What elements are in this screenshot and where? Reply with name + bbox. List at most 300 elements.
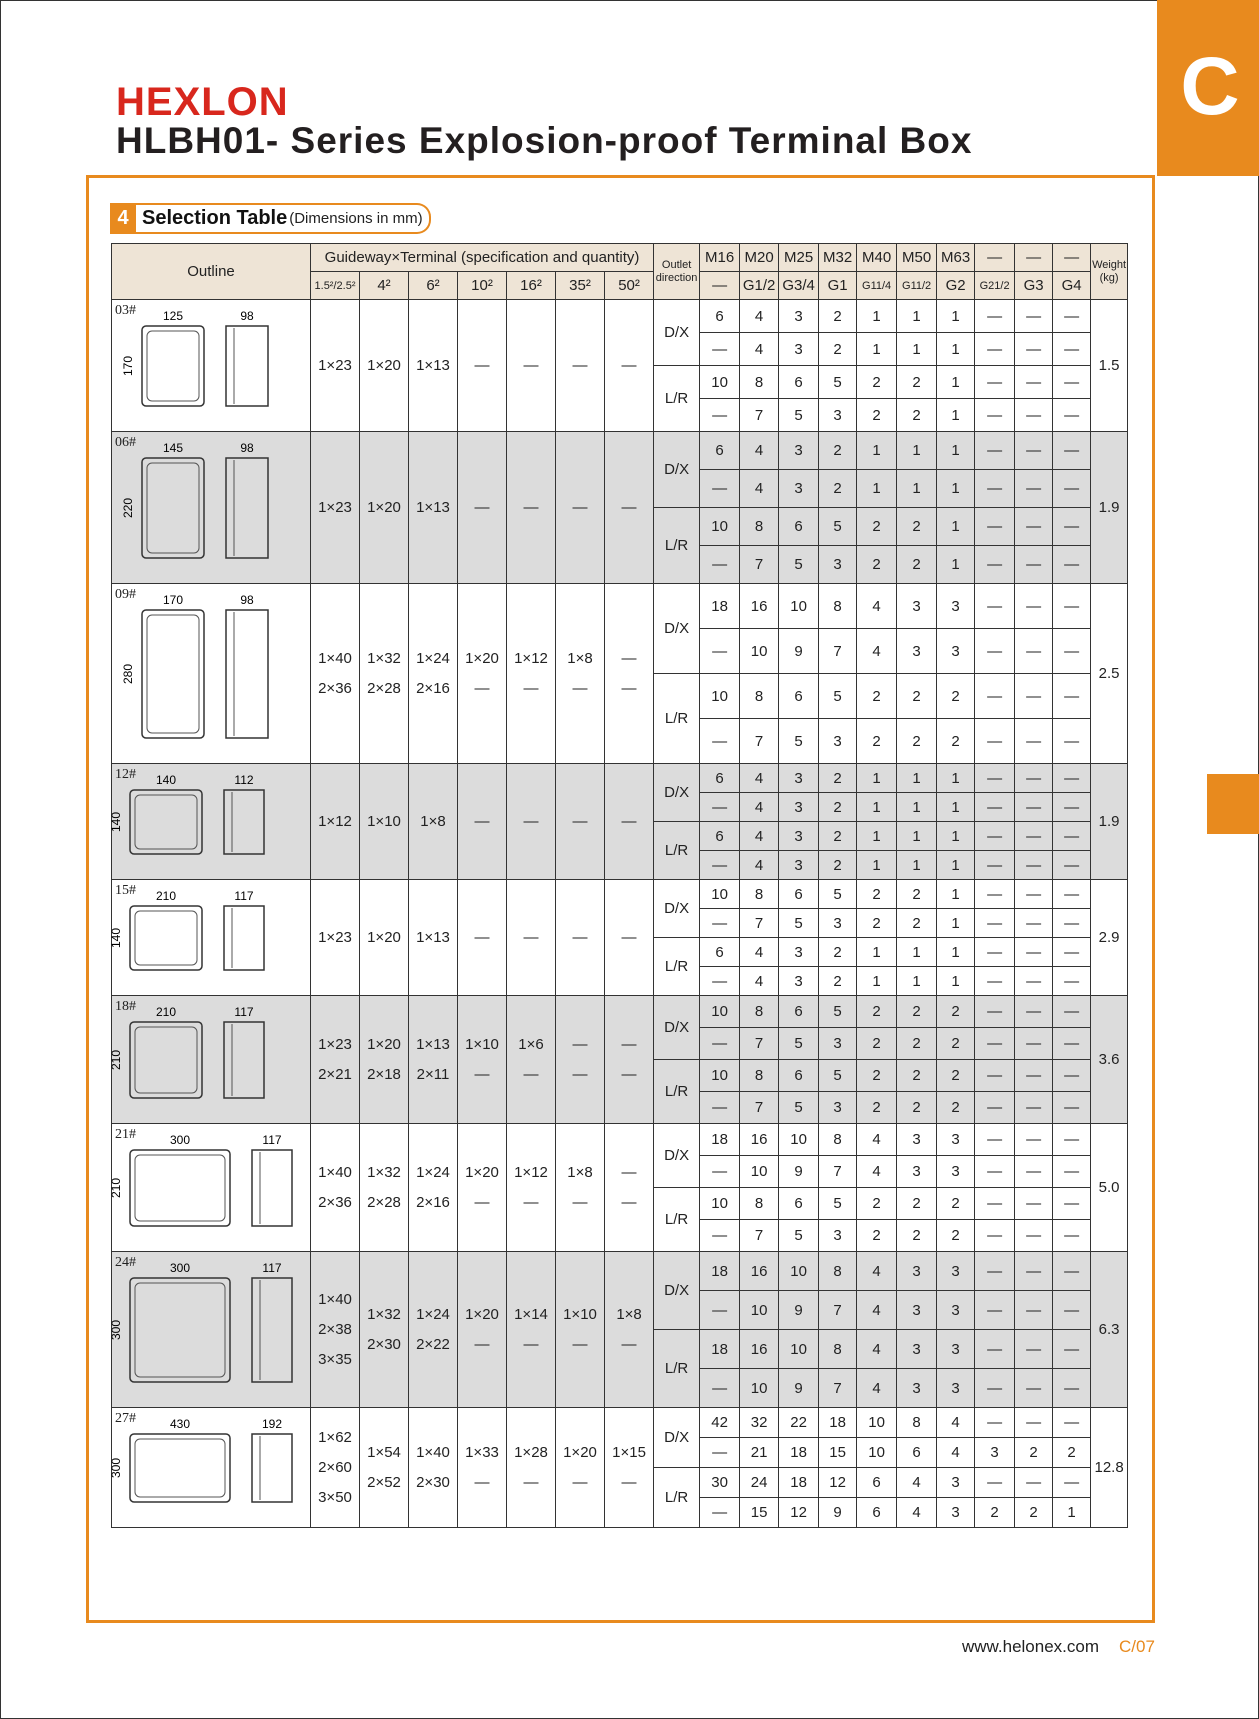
- thread-metric-header: M63: [937, 244, 975, 272]
- dimension-width: 210: [155, 1005, 177, 1019]
- dimension-width: 300: [169, 1133, 191, 1147]
- outlet-direction: D/X: [654, 300, 700, 366]
- footer-website: www.helonex.com: [962, 1637, 1100, 1656]
- terminal-quantity-cell: [458, 300, 507, 432]
- thread-entry-quantity: 5: [819, 366, 857, 399]
- thread-pipe-header: G11/2: [897, 272, 937, 300]
- terminal-quantity: —: [621, 356, 637, 374]
- terminal-quantity: 2×28: [367, 1193, 401, 1211]
- thread-entry-quantity: 2: [937, 719, 975, 764]
- terminal-quantity-cell: [409, 996, 458, 1124]
- front-view-inner: [135, 1155, 225, 1221]
- terminal-quantity: 2×16: [416, 1193, 450, 1211]
- thread-entry-quantity: 3: [779, 432, 819, 470]
- terminal-quantity: —: [621, 812, 637, 830]
- footer-page-number: C/07: [1119, 1637, 1155, 1656]
- terminal-quantity-cell: [507, 1408, 556, 1528]
- thread-entry-quantity: 4: [857, 1369, 897, 1408]
- thread-entry-quantity: —: [1015, 1468, 1053, 1498]
- thread-entry-quantity: —: [1015, 470, 1053, 508]
- enclosure-outline-drawing: [109, 1124, 309, 1252]
- section-subtitle: (Dimensions in mm): [289, 210, 423, 227]
- thread-entry-quantity: —: [1015, 546, 1053, 584]
- terminal-quantity: —: [572, 1473, 588, 1491]
- thread-entry-quantity: 3: [897, 584, 937, 629]
- terminal-quantity-cell: [311, 996, 360, 1124]
- model-label: 12#: [115, 767, 136, 782]
- thread-entry-quantity: 2: [897, 909, 937, 938]
- terminal-quantity-cell: [556, 432, 605, 584]
- thread-entry-quantity: 3: [937, 1498, 975, 1528]
- thread-entry-quantity: 2: [857, 1188, 897, 1220]
- header-outline: Outline: [112, 244, 311, 300]
- thread-entry-quantity: 1: [857, 967, 897, 996]
- terminal-quantity-cell: [507, 584, 556, 764]
- thread-entry-quantity: —: [975, 1369, 1015, 1408]
- thread-entry-quantity: 4: [857, 1156, 897, 1188]
- terminal-quantity: 1×13: [416, 1035, 450, 1053]
- thread-entry-quantity: 3: [937, 629, 975, 674]
- terminal-quantity: 1×23: [318, 498, 352, 516]
- model-label: 21#: [115, 1127, 136, 1142]
- terminal-size-header: 6²: [409, 272, 458, 300]
- thread-entry-quantity: 6: [779, 1060, 819, 1092]
- thread-entry-quantity: 3: [819, 909, 857, 938]
- thread-entry-quantity: —: [975, 1060, 1015, 1092]
- thread-entry-quantity: 6: [779, 880, 819, 909]
- thread-entry-quantity: —: [1015, 674, 1053, 719]
- thread-entry-quantity: 5: [779, 1028, 819, 1060]
- thread-entry-quantity: —: [975, 1124, 1015, 1156]
- thread-entry-quantity: —: [975, 1408, 1015, 1438]
- thread-entry-quantity: 32: [740, 1408, 779, 1438]
- model-label: 24#: [115, 1255, 136, 1270]
- thread-entry-quantity: 7: [819, 1156, 857, 1188]
- outlet-direction: D/X: [654, 764, 700, 822]
- thread-entry-quantity: —: [975, 967, 1015, 996]
- thread-entry-quantity: —: [1015, 764, 1053, 793]
- terminal-quantity: 1×23: [318, 356, 352, 374]
- thread-entry-quantity: —: [700, 1291, 740, 1330]
- thread-entry-quantity: 8: [819, 1124, 857, 1156]
- outlet-direction: D/X: [654, 1124, 700, 1188]
- thread-entry-quantity: 2: [897, 1092, 937, 1124]
- thread-entry-quantity: 7: [819, 629, 857, 674]
- thread-entry-quantity: —: [975, 1291, 1015, 1330]
- thread-entry-quantity: 10: [779, 584, 819, 629]
- thread-entry-quantity: 6: [700, 300, 740, 333]
- thread-entry-quantity: 42: [700, 1408, 740, 1438]
- thread-entry-quantity: —: [1015, 399, 1053, 432]
- thread-entry-quantity: —: [1015, 1028, 1053, 1060]
- thread-entry-quantity: 2: [857, 546, 897, 584]
- thread-entry-quantity: —: [1015, 333, 1053, 366]
- thread-entry-quantity: 9: [779, 1369, 819, 1408]
- thread-entry-quantity: 2: [819, 822, 857, 851]
- model-label: 27#: [115, 1411, 136, 1426]
- thread-entry-quantity: 8: [819, 1252, 857, 1291]
- thread-entry-quantity: 2: [857, 508, 897, 546]
- thread-entry-quantity: —: [975, 366, 1015, 399]
- thread-entry-quantity: 4: [857, 1291, 897, 1330]
- terminal-quantity-cell: [311, 880, 360, 996]
- thread-entry-quantity: 2: [857, 1060, 897, 1092]
- terminal-quantity: 1×20: [367, 928, 401, 946]
- thread-entry-quantity: 9: [779, 629, 819, 674]
- dimension-width: 125: [162, 309, 184, 323]
- thread-entry-quantity: —: [700, 333, 740, 366]
- terminal-quantity: 1×13: [416, 356, 450, 374]
- weight-value: 12.8: [1091, 1408, 1128, 1528]
- outline-drawing-cell: [112, 584, 311, 764]
- thread-entry-quantity: 4: [857, 1124, 897, 1156]
- terminal-quantity-cell: [458, 996, 507, 1124]
- thread-entry-quantity: 21: [740, 1438, 779, 1468]
- outlet-direction: D/X: [654, 584, 700, 674]
- thread-entry-quantity: 6: [700, 764, 740, 793]
- thread-entry-quantity: —: [1053, 1330, 1091, 1369]
- thread-entry-quantity: —: [1053, 333, 1091, 366]
- thread-entry-quantity: 1: [897, 851, 937, 880]
- thread-entry-quantity: 1: [857, 432, 897, 470]
- outline-drawing-cell: [109, 1252, 311, 1408]
- thread-entry-quantity: 5: [779, 1220, 819, 1252]
- terminal-quantity-cell: [458, 764, 507, 880]
- dimension-depth: 117: [234, 1005, 254, 1019]
- front-view-outline: [130, 1022, 202, 1098]
- thread-entry-quantity: 1: [937, 470, 975, 508]
- thread-entry-quantity: 2: [937, 1060, 975, 1092]
- front-view-outline: [130, 790, 202, 854]
- terminal-quantity: 1×23: [318, 1035, 352, 1053]
- terminal-quantity: —: [523, 1473, 539, 1491]
- outlet-direction: D/X: [654, 996, 700, 1060]
- thread-entry-quantity: 9: [779, 1156, 819, 1188]
- terminal-quantity: 1×14: [514, 1305, 548, 1323]
- thread-entry-quantity: —: [700, 1438, 740, 1468]
- terminal-quantity: —: [572, 812, 588, 830]
- thread-entry-quantity: 4: [897, 1498, 937, 1528]
- dimension-height: 210: [109, 1177, 123, 1199]
- enclosure-outline-drawing: [109, 1252, 309, 1408]
- terminal-quantity: 1×24: [416, 1305, 450, 1323]
- terminal-quantity-cell: [311, 584, 360, 764]
- thread-entry-quantity: 3: [819, 1028, 857, 1060]
- terminal-quantity-cell: [605, 764, 654, 880]
- dimension-depth: 98: [240, 441, 254, 455]
- thread-entry-quantity: 3: [779, 470, 819, 508]
- thread-entry-quantity: 3: [937, 1369, 975, 1408]
- thread-entry-quantity: —: [975, 1252, 1015, 1291]
- terminal-quantity: 1×12: [514, 649, 548, 667]
- terminal-quantity-cell: [360, 880, 409, 996]
- terminal-size-header: 10²: [458, 272, 507, 300]
- thread-entry-quantity: 6: [779, 996, 819, 1028]
- terminal-quantity-cell: [556, 764, 605, 880]
- thread-entry-quantity: —: [1053, 880, 1091, 909]
- thread-entry-quantity: 8: [740, 366, 779, 399]
- thread-entry-quantity: 7: [740, 546, 779, 584]
- terminal-quantity: —: [523, 1335, 539, 1353]
- thread-pipe-header: G1/2: [740, 272, 779, 300]
- thread-entry-quantity: 4: [937, 1408, 975, 1438]
- side-view-outline: [224, 790, 264, 854]
- thread-entry-quantity: 10: [700, 674, 740, 719]
- thread-entry-quantity: 6: [779, 366, 819, 399]
- table-row: [112, 1124, 1128, 1156]
- thread-entry-quantity: 2: [937, 1028, 975, 1060]
- thread-entry-quantity: 3: [779, 967, 819, 996]
- thread-entry-quantity: 2: [937, 996, 975, 1028]
- front-view-inner: [135, 795, 197, 849]
- thread-entry-quantity: 2: [897, 1060, 937, 1092]
- thread-entry-quantity: 7: [740, 1092, 779, 1124]
- outlet-direction: L/R: [654, 938, 700, 996]
- thread-entry-quantity: 15: [819, 1438, 857, 1468]
- thread-entry-quantity: —: [1015, 1092, 1053, 1124]
- outlet-direction: D/X: [654, 1252, 700, 1330]
- dimension-depth: 117: [262, 1261, 282, 1275]
- side-view-outline: [252, 1434, 292, 1502]
- dimension-depth: 192: [261, 1417, 283, 1431]
- outlet-direction: D/X: [654, 432, 700, 508]
- thread-entry-quantity: 2: [857, 880, 897, 909]
- terminal-quantity: 2×21: [318, 1065, 352, 1083]
- front-view-outline: [142, 326, 204, 406]
- terminal-quantity: —: [474, 356, 490, 374]
- thread-entry-quantity: —: [1053, 1220, 1091, 1252]
- terminal-quantity: 1×33: [465, 1443, 499, 1461]
- thread-entry-quantity: —: [1053, 508, 1091, 546]
- thread-entry-quantity: 4: [740, 822, 779, 851]
- terminal-quantity-cell: [311, 300, 360, 432]
- terminal-quantity: —: [621, 649, 637, 667]
- thread-entry-quantity: 18: [779, 1438, 819, 1468]
- thread-entry-quantity: 4: [857, 584, 897, 629]
- dimension-height: 140: [109, 811, 123, 833]
- thread-entry-quantity: 2: [937, 1220, 975, 1252]
- thread-entry-quantity: —: [1015, 1220, 1053, 1252]
- header-outlet-direction: Outlet direction: [654, 244, 700, 300]
- table-body: [109, 300, 1128, 1528]
- thread-entry-quantity: —: [700, 1369, 740, 1408]
- terminal-quantity: —: [474, 812, 490, 830]
- thread-metric-header: M25: [779, 244, 819, 272]
- terminal-quantity: 1×8: [616, 1305, 642, 1323]
- terminal-quantity: —: [474, 1065, 490, 1083]
- terminal-quantity-cell: [409, 880, 458, 996]
- thread-entry-quantity: —: [1053, 399, 1091, 432]
- thread-entry-quantity: —: [975, 1468, 1015, 1498]
- thread-entry-quantity: —: [1053, 546, 1091, 584]
- thread-entry-quantity: 1: [857, 470, 897, 508]
- thread-entry-quantity: —: [1015, 1408, 1053, 1438]
- thread-metric-header: —: [1053, 244, 1091, 272]
- thread-entry-quantity: 3: [937, 1468, 975, 1498]
- terminal-quantity: 2×11: [416, 1065, 450, 1083]
- terminal-quantity: —: [572, 679, 588, 697]
- thread-entry-quantity: 1: [937, 366, 975, 399]
- thread-entry-quantity: 10: [779, 1330, 819, 1369]
- enclosure-outline-drawing: [109, 1408, 309, 1528]
- thread-entry-quantity: 1: [897, 793, 937, 822]
- thread-entry-quantity: 10: [779, 1252, 819, 1291]
- thread-entry-quantity: 2: [937, 1188, 975, 1220]
- thread-entry-quantity: 2: [857, 1220, 897, 1252]
- thread-entry-quantity: —: [1053, 300, 1091, 333]
- thread-entry-quantity: 2: [897, 366, 937, 399]
- weight-value: 1.9: [1091, 432, 1128, 584]
- thread-entry-quantity: 4: [740, 333, 779, 366]
- terminal-quantity: 1×10: [563, 1305, 597, 1323]
- header-guideway: Guideway×Terminal (specification and quantity): [311, 244, 654, 272]
- thread-entry-quantity: —: [700, 851, 740, 880]
- terminal-quantity: —: [572, 356, 588, 374]
- thread-entry-quantity: 1: [857, 822, 897, 851]
- thread-entry-quantity: —: [975, 399, 1015, 432]
- enclosure-outline-drawing: [112, 584, 309, 764]
- enclosure-outline-drawing: [109, 996, 309, 1124]
- front-view-inner: [135, 911, 197, 965]
- thread-entry-quantity: 10: [740, 1369, 779, 1408]
- thread-entry-quantity: 2: [897, 880, 937, 909]
- thread-entry-quantity: —: [1053, 793, 1091, 822]
- terminal-quantity: 1×40: [318, 1290, 352, 1308]
- outlet-direction: L/R: [654, 366, 700, 432]
- model-label: 15#: [115, 883, 136, 898]
- thread-entry-quantity: 16: [740, 1252, 779, 1291]
- thread-entry-quantity: 7: [740, 1028, 779, 1060]
- thread-entry-quantity: 6: [779, 674, 819, 719]
- thread-entry-quantity: 2: [819, 470, 857, 508]
- thread-entry-quantity: 15: [740, 1498, 779, 1528]
- thread-entry-quantity: 10: [857, 1438, 897, 1468]
- thread-entry-quantity: —: [975, 584, 1015, 629]
- dimension-height: 300: [109, 1319, 123, 1341]
- thread-entry-quantity: 3: [897, 1291, 937, 1330]
- outlet-direction: L/R: [654, 1060, 700, 1124]
- side-view-outline: [252, 1150, 292, 1226]
- thread-entry-quantity: 1: [857, 333, 897, 366]
- outline-drawing-cell: [112, 432, 311, 584]
- thread-entry-quantity: 1: [937, 793, 975, 822]
- thread-entry-quantity: —: [975, 1092, 1015, 1124]
- thread-entry-quantity: —: [1015, 793, 1053, 822]
- dimension-depth: 112: [234, 773, 254, 787]
- thread-entry-quantity: —: [1015, 1369, 1053, 1408]
- terminal-quantity: 1×20: [465, 1305, 499, 1323]
- outlet-direction: L/R: [654, 1468, 700, 1528]
- thread-entry-quantity: 1: [857, 793, 897, 822]
- enclosure-outline-drawing: [109, 880, 309, 996]
- model-label: 06#: [115, 435, 136, 450]
- terminal-quantity-cell: [507, 1252, 556, 1408]
- terminal-quantity-cell: [507, 432, 556, 584]
- thread-metric-header: M40: [857, 244, 897, 272]
- terminal-quantity-cell: [458, 1124, 507, 1252]
- header-weight: Weight (kg): [1091, 244, 1128, 300]
- outline-drawing-cell: [112, 300, 311, 432]
- thread-entry-quantity: 9: [779, 1291, 819, 1330]
- thread-entry-quantity: 4: [857, 629, 897, 674]
- thread-entry-quantity: 4: [740, 432, 779, 470]
- thread-entry-quantity: —: [975, 300, 1015, 333]
- terminal-quantity-cell: [360, 300, 409, 432]
- thread-entry-quantity: 6: [700, 432, 740, 470]
- front-view-inner: [147, 463, 199, 553]
- thread-entry-quantity: —: [975, 851, 1015, 880]
- thread-entry-quantity: —: [700, 629, 740, 674]
- terminal-quantity: 1×10: [465, 1035, 499, 1053]
- outlet-direction: L/R: [654, 1188, 700, 1252]
- thread-entry-quantity: 2: [857, 399, 897, 432]
- thread-entry-quantity: 3: [897, 1369, 937, 1408]
- selection-table: [111, 243, 1128, 1528]
- terminal-quantity-cell: [360, 1252, 409, 1408]
- thread-entry-quantity: 1: [937, 880, 975, 909]
- terminal-quantity-cell: [605, 584, 654, 764]
- terminal-quantity-cell: [311, 432, 360, 584]
- page-title: HLBH01- Series Explosion-proof Terminal Box: [116, 120, 973, 161]
- thread-entry-quantity: 10: [700, 508, 740, 546]
- thread-entry-quantity: 2: [1015, 1438, 1053, 1468]
- thread-entry-quantity: 1: [937, 399, 975, 432]
- terminal-quantity: —: [621, 1035, 637, 1053]
- outlet-direction: D/X: [654, 880, 700, 938]
- terminal-quantity-cell: [605, 1252, 654, 1408]
- thread-entry-quantity: 6: [700, 938, 740, 967]
- terminal-quantity: 1×54: [367, 1443, 401, 1461]
- thread-entry-quantity: 12: [819, 1468, 857, 1498]
- thread-pipe-header: G4: [1053, 272, 1091, 300]
- thread-entry-quantity: 3: [819, 719, 857, 764]
- thread-entry-quantity: 8: [740, 996, 779, 1028]
- thread-entry-quantity: —: [1053, 1028, 1091, 1060]
- dimension-height: 300: [109, 1457, 123, 1479]
- thread-pipe-header: G3/4: [779, 272, 819, 300]
- thread-entry-quantity: 3: [937, 1291, 975, 1330]
- thread-entry-quantity: —: [1015, 629, 1053, 674]
- terminal-quantity: —: [523, 356, 539, 374]
- thread-entry-quantity: 2: [819, 333, 857, 366]
- terminal-quantity: —: [621, 1473, 637, 1491]
- terminal-quantity: 1×40: [318, 649, 352, 667]
- thread-entry-quantity: 3: [937, 584, 975, 629]
- thread-entry-quantity: 10: [779, 1124, 819, 1156]
- thread-entry-quantity: 2: [897, 508, 937, 546]
- thread-entry-quantity: —: [700, 1028, 740, 1060]
- thread-entry-quantity: 2: [857, 366, 897, 399]
- thread-entry-quantity: —: [1015, 996, 1053, 1028]
- thread-entry-quantity: —: [700, 719, 740, 764]
- thread-entry-quantity: 10: [740, 1291, 779, 1330]
- thread-entry-quantity: 2: [857, 996, 897, 1028]
- thread-entry-quantity: —: [1053, 851, 1091, 880]
- thread-entry-quantity: 6: [779, 508, 819, 546]
- front-view-outline: [142, 458, 204, 558]
- thread-entry-quantity: 2: [819, 300, 857, 333]
- terminal-quantity: 1×15: [612, 1443, 646, 1461]
- thread-entry-quantity: 2: [897, 674, 937, 719]
- terminal-quantity-cell: [360, 996, 409, 1124]
- terminal-quantity: —: [523, 812, 539, 830]
- thread-entry-quantity: 10: [740, 629, 779, 674]
- thread-entry-quantity: —: [1015, 508, 1053, 546]
- side-tab-marker: [1207, 774, 1259, 834]
- section-heading: [110, 203, 431, 234]
- thread-entry-quantity: —: [975, 629, 1015, 674]
- terminal-quantity: 2×16: [416, 679, 450, 697]
